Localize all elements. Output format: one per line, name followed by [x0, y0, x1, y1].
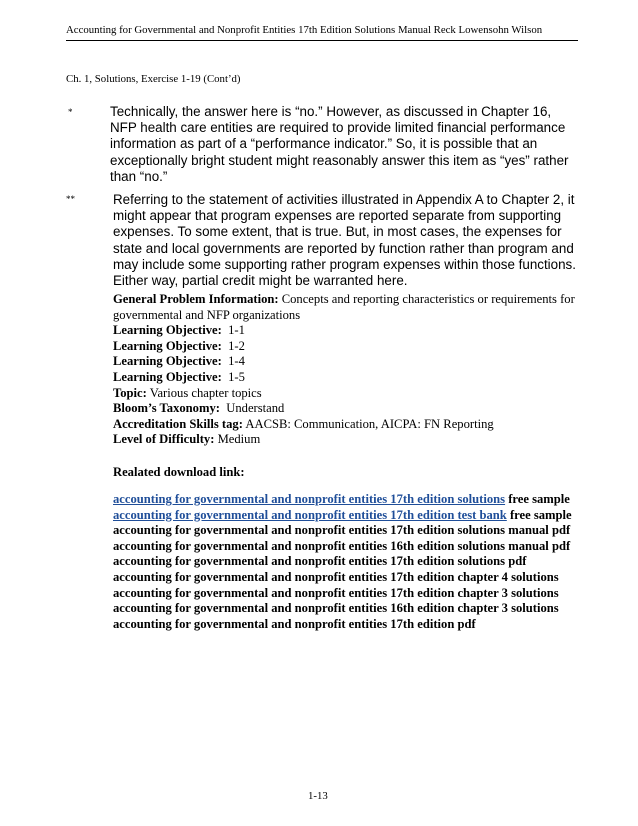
- page-number: 1-13: [308, 790, 328, 802]
- objective-label: Learning Objective:: [113, 323, 222, 338]
- learning-objective-row: [113, 370, 583, 386]
- objective-label: Learning Objective:: [113, 338, 222, 353]
- difficulty-label: Level of Difficulty:: [113, 432, 215, 447]
- learning-objective-row: [113, 339, 583, 355]
- accreditation-row: [113, 417, 583, 433]
- related-item: accounting for governmental and nonprofit entities 17th edition pdf: [113, 616, 476, 631]
- topic-row: [113, 386, 583, 402]
- related-item: accounting for governmental and nonprofit entities 16th edition chapter 3 solutions: [113, 601, 559, 616]
- solutions-link[interactable]: accounting for governmental and nonprofit entities 17th edition solutions: [113, 492, 506, 506]
- objective-value: 1-4: [228, 354, 245, 369]
- objective-value: 1-5: [228, 369, 245, 384]
- related-item: accounting for governmental and nonprofit entities 17th edition solutions pdf: [113, 554, 527, 569]
- objective-label: Learning Objective:: [113, 354, 222, 369]
- topic-value: Various chapter topics: [149, 385, 262, 400]
- link-suffix: free sample: [506, 507, 572, 522]
- link-suffix: free sample: [505, 492, 570, 506]
- footnote-mark-2: **: [66, 194, 75, 204]
- link-line: [113, 492, 583, 508]
- difficulty-value: Medium: [217, 432, 261, 447]
- header-divider: [66, 40, 578, 41]
- related-item: accounting for governmental and nonprofit entities 16th edition solutions manual pdf: [113, 538, 571, 553]
- related-item: accounting for governmental and nonprofit entities 17th edition chapter 3 solutions: [113, 585, 559, 600]
- related-item: accounting for governmental and nonprofit entities 17th edition solutions manual pdf: [113, 523, 571, 538]
- objective-label: Learning Objective:: [113, 369, 222, 384]
- bloom-value: Understand: [226, 401, 285, 416]
- footnote-text-1: Technically, the answer here is “no.” However, as discussed in Chapter 16, NFP health care entities are required to provide limited financial performance information as part of a “performance indicator.” So, it is possible that an exceptionally bright student might reasonably answer this item as “yes” rather than “no.”: [110, 104, 569, 184]
- footnote-text-2: Referring to the statement of activities illustrated in Appendix A to Chapter 2, it might appear that program expenses are reported separate from supporting expenses. To some extent, that is true. But, in most cases, the expenses for state and local governments are reported by function rather than program and may include some supporting rather program expenses within those functions. Either way, partial credit might be warranted here.: [113, 192, 576, 289]
- accreditation-value: AACSB: Communication, AICPA: FN Reporting: [245, 416, 494, 431]
- related-links: [113, 492, 583, 632]
- general-label: General Problem Information:: [113, 292, 279, 306]
- exercise-title: Ch. 1, Solutions, Exercise 1-19 (Cont’d): [66, 73, 241, 85]
- difficulty-row: [113, 432, 583, 448]
- topic-label: Topic:: [113, 385, 147, 400]
- objective-value: 1-2: [228, 338, 245, 353]
- learning-objective-row: [113, 323, 583, 339]
- test-bank-link[interactable]: accounting for governmental and nonprofit entities 17th edition test bank: [113, 507, 507, 522]
- problem-information: [113, 292, 583, 448]
- footnote-mark-1: *: [68, 107, 73, 117]
- related-item: accounting for governmental and nonprofit entities 17th edition chapter 4 solutions: [113, 569, 559, 584]
- objective-value: 1-1: [228, 323, 245, 338]
- bloom-row: [113, 401, 583, 417]
- running-header: Accounting for Governmental and Nonprofit Entities 17th Edition Solutions Manual Reck Lowensohn Wilson: [66, 24, 543, 36]
- general-problem-information: [113, 292, 583, 323]
- related-heading: Realated download link:: [113, 465, 245, 479]
- accreditation-label: Accreditation Skills tag:: [113, 416, 243, 431]
- link-line: [113, 508, 583, 524]
- learning-objective-row: [113, 354, 583, 370]
- general-value: Concepts and reporting characteristics or requirements for governmental and NFP organizations: [113, 292, 575, 322]
- bloom-label: Bloom’s Taxonomy:: [113, 401, 220, 416]
